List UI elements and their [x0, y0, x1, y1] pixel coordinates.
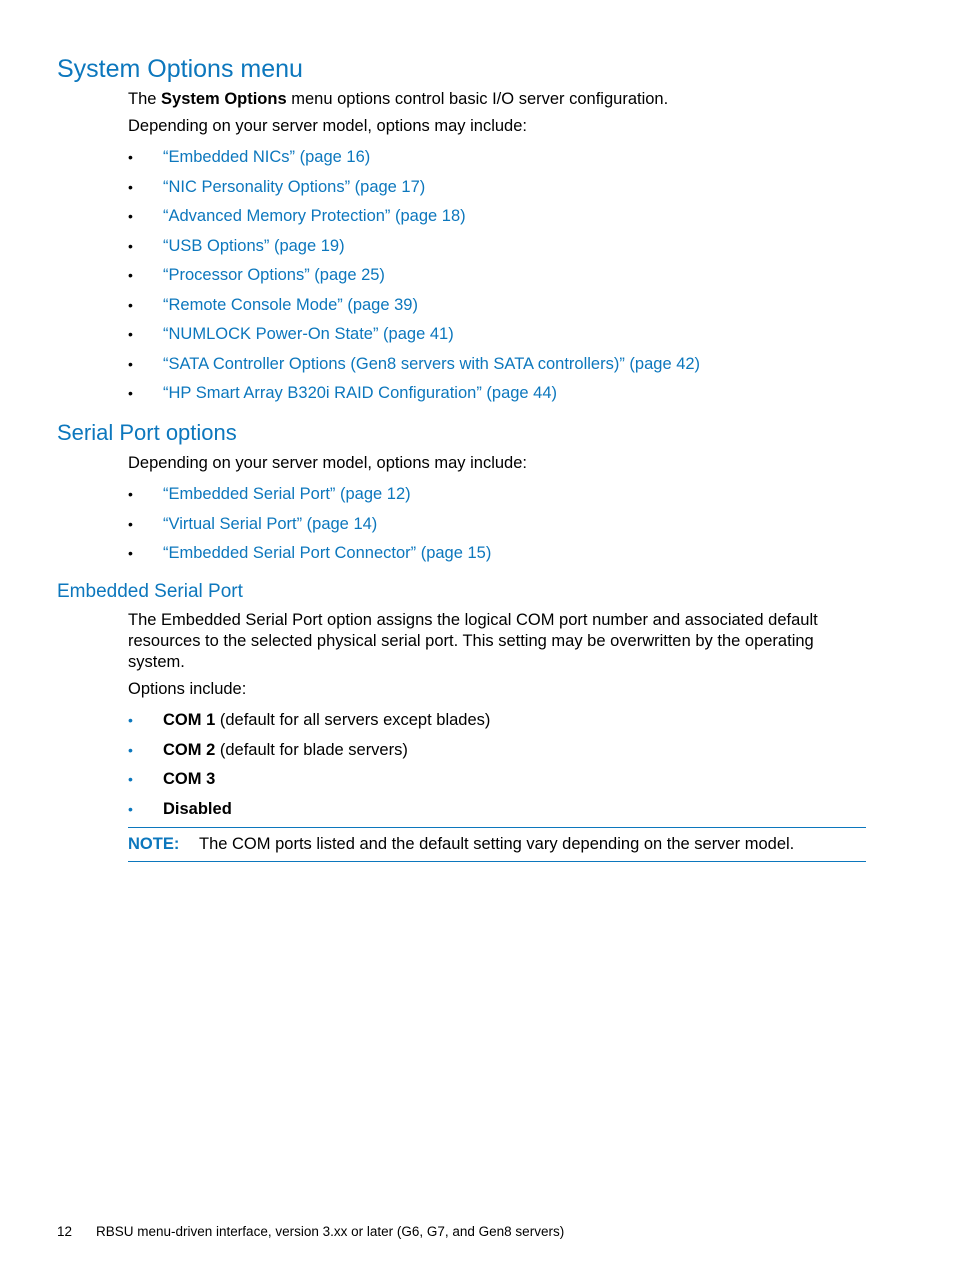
bullet-icon: • — [128, 486, 133, 502]
list-item — [128, 382, 868, 412]
link-embedded-serial-port[interactable]: “Embedded Serial Port” (page 12) — [163, 485, 411, 503]
link-sata-controller-options[interactable]: “SATA Controller Options (Gen8 servers with SATA controllers)” (page 42) — [163, 354, 701, 373]
link-remote-console-mode[interactable]: “Remote Console Mode” (page 39) — [163, 295, 418, 314]
serial-port-depending: Depending on your server model, options may include: — [128, 454, 527, 472]
bullet-icon: • — [128, 208, 133, 224]
list-item — [128, 176, 868, 206]
embedded-serial-port-description: The Embedded Serial Port option assigns the logical COM port number and associated default resources to the selected physical serial port. This setting may be overwritten by the operating system. — [128, 611, 818, 671]
bullet-icon: • — [128, 326, 133, 342]
note-label: NOTE: — [128, 835, 180, 853]
section-title-system-options: System Options menu — [57, 55, 303, 83]
option-detail: (default for all servers except blades) — [215, 711, 491, 729]
bullet-icon: • — [128, 296, 133, 313]
link-embedded-serial-port-connector[interactable]: “Embedded Serial Port Connector” (page 15) — [163, 544, 492, 562]
list-item — [128, 294, 868, 324]
serial-port-link-list — [128, 483, 868, 572]
system-options-intro — [128, 89, 858, 110]
link-processor-options[interactable]: “Processor Options” (page 25) — [163, 266, 385, 284]
list-item — [128, 542, 868, 572]
list-item — [128, 235, 868, 265]
list-item — [128, 513, 868, 543]
option-detail: (default for blade servers) — [215, 740, 408, 759]
options-include-label: Options include: — [128, 680, 247, 698]
option-name: COM 2 — [163, 740, 216, 759]
list-item — [128, 353, 868, 383]
note-box — [128, 827, 866, 862]
bullet-icon: • — [128, 712, 133, 728]
bullet-icon: • — [128, 545, 133, 561]
list-item — [128, 146, 868, 176]
link-embedded-nics[interactable]: “Embedded NICs” (page 16) — [163, 148, 371, 166]
list-item — [128, 798, 868, 828]
bullet-icon: • — [128, 237, 133, 254]
note-text: The COM ports listed and the default setting vary depending on the server model. — [199, 835, 795, 853]
option-name: COM 1 — [163, 711, 216, 729]
link-virtual-serial-port[interactable]: “Virtual Serial Port” (page 14) — [163, 514, 378, 533]
bullet-icon: • — [128, 741, 133, 758]
link-nic-personality-options[interactable]: “NIC Personality Options” (page 17) — [163, 177, 426, 196]
com-options-list — [128, 709, 868, 827]
option-name: Disabled — [163, 799, 232, 818]
list-item — [128, 264, 868, 294]
link-usb-options[interactable]: “USB Options” (page 19) — [163, 236, 345, 255]
system-options-link-list — [128, 146, 868, 412]
section-title-serial-port-options: Serial Port options — [57, 420, 237, 445]
link-advanced-memory-protection[interactable]: “Advanced Memory Protection” (page 18) — [163, 207, 466, 225]
list-item — [128, 739, 868, 769]
bullet-icon: • — [128, 149, 133, 165]
list-item — [128, 709, 868, 739]
list-item — [128, 483, 868, 513]
intro-pre: The — [128, 90, 162, 108]
section-title-embedded-serial-port: Embedded Serial Port — [57, 581, 243, 602]
option-name: COM 3 — [163, 770, 216, 788]
system-options-depending: Depending on your server model, options may include: — [128, 117, 527, 135]
intro-bold: System Options — [161, 90, 287, 108]
page-number: 12 — [57, 1224, 73, 1239]
list-item — [128, 768, 868, 798]
bullet-icon: • — [128, 355, 133, 372]
bullet-icon: • — [128, 800, 133, 817]
footer-text: RBSU menu-driven interface, version 3.xx or later (G6, G7, and Gen8 servers) — [96, 1224, 565, 1239]
link-hp-smart-array-b320i[interactable]: “HP Smart Array B320i RAID Configuration” (page 44) — [163, 384, 558, 402]
bullet-icon: • — [128, 515, 133, 532]
list-item — [128, 323, 868, 353]
bullet-icon: • — [128, 771, 133, 787]
bullet-icon: • — [128, 178, 133, 195]
list-item — [128, 205, 868, 235]
bullet-icon: • — [128, 385, 133, 401]
intro-post: menu options control basic I/O server configuration. — [286, 90, 669, 108]
bullet-icon: • — [128, 267, 133, 283]
link-numlock-power-on-state[interactable]: “NUMLOCK Power-On State” (page 41) — [163, 325, 454, 343]
